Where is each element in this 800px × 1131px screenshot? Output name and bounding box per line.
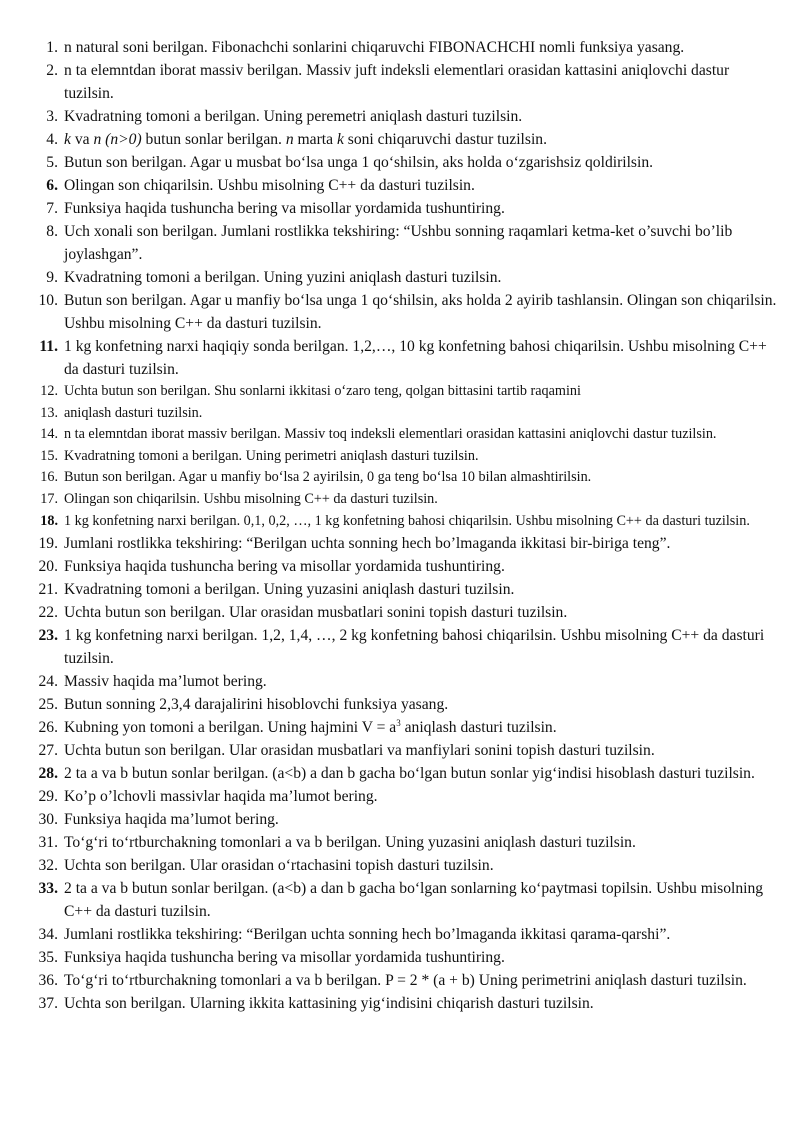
item-number: 6. (46, 177, 58, 194)
item-number: 2. (46, 62, 58, 79)
item-text: 1 kg konfetning narxi berilgan. 1,2, 1,4, …, 2 kg konfetning bahosi chiqarilsin. Ushbu misolning C++ da dasturi tuzilsin. (64, 627, 765, 668)
item-number: 32. (38, 857, 58, 875)
list-item (36, 36, 780, 59)
item-number: 37. (38, 995, 58, 1013)
item-number: 36. (38, 972, 58, 990)
list-item (36, 923, 780, 946)
item-text: 2 ta a va b butun sonlar berilgan. (a<b) a dan b gacha bo‘lgan butun sonlar yig‘indisi hisoblash dasturi tuzilsin. (64, 765, 755, 783)
item-number: 24. (38, 673, 58, 691)
item-text: Butun son berilgan. Agar u musbat bo‘lsa unga 1 qo‘shilsin, aks holda o‘zgarishsiz qoldirilsin. (64, 154, 654, 171)
item-text: Uch xonali son berilgan. Jumlani rostlikka tekshiring: “Ushbu sonning raqamlari ketma-ket o’suvchi bo’lib joylashgan”. (64, 223, 733, 263)
list-item (36, 174, 780, 197)
item-text: Jumlani rostlikka tekshiring: “Berilgan uchta sonning hech bo’lmaganda ikkitasi bir-biriga teng”. (64, 535, 671, 553)
item-number: 4. (46, 131, 58, 148)
list-item (36, 467, 780, 489)
item-number: 16. (40, 469, 58, 486)
item-number: 14. (40, 426, 58, 443)
item-text: Butun son berilgan. Agar u manfiy bo‘lsa unga 1 qo‘shilsin, aks holda 2 ayirib tashlansin. Olingan son chiqarilsin. Ushbu misolning C++ da dasturi tuzilsin. (64, 292, 777, 332)
item-text: k va n (n>0) butun sonlar berilgan. n marta k soni chiqaruvchi dastur tuzilsin. (64, 131, 547, 148)
item-text: Uchta son berilgan. Ular orasidan o‘rtachasini topish dasturi tuzilsin. (64, 857, 494, 875)
item-number: 8. (46, 223, 58, 240)
item-number: 29. (38, 788, 58, 806)
item-number: 26. (38, 719, 58, 737)
list-item (36, 289, 780, 335)
item-number: 30. (38, 811, 58, 829)
list-item (36, 446, 780, 468)
list-item (36, 151, 780, 174)
list-item (36, 831, 780, 854)
list-item (36, 197, 780, 220)
item-number: 31. (38, 834, 58, 852)
list-item (36, 532, 780, 555)
list-item (36, 877, 780, 923)
item-number: 1. (46, 39, 58, 56)
list-item (36, 424, 780, 446)
item-text: Jumlani rostlikka tekshiring: “Berilgan uchta sonning hech bo’lmaganda ikkitasi qarama-qarshi”. (64, 926, 671, 944)
list-item (36, 624, 780, 670)
item-number: 20. (38, 558, 58, 576)
item-number: 35. (38, 949, 58, 967)
list-item (36, 992, 780, 1015)
item-text: To‘g‘ri to‘rtburchakning tomonlari a va b berilgan. Uning yuzasini aniqlash dasturi tuzilsin. (64, 834, 636, 852)
item-text: 1 kg konfetning narxi berilgan. 0,1, 0,2, …, 1 kg konfetning bahosi chiqarilsin. Ushbu misolning C++ da dasturi tuzilsin. (64, 512, 750, 529)
item-text: To‘g‘ri to‘rtburchakning tomonlari a va b berilgan. P = 2 * (a + b) Uning perimetrini aniqlash dasturi tuzilsin. (64, 972, 747, 990)
list-item (36, 220, 780, 266)
item-text: Butun sonning 2,3,4 darajalirini hisoblovchi funksiya yasang. (64, 696, 449, 714)
item-number: 13. (40, 404, 58, 421)
list-item (36, 946, 780, 969)
item-text: Uchta son berilgan. Ularning ikkita kattasining yig‘indisini chiqarish dasturi tuzilsin. (64, 995, 594, 1013)
item-text: aniqlash dasturi tuzilsin. (64, 404, 203, 421)
list-item (36, 854, 780, 877)
item-text: Uchta butun son berilgan. Shu sonlarni ikkitasi o‘zaro teng, qolgan bittasini tartib raqamini (64, 383, 581, 399)
item-text: Funksiya haqida tushuncha bering va misollar yordamida tushuntiring. (64, 200, 505, 217)
item-number: 28. (38, 765, 58, 783)
item-text: Funksiya haqida ma’lumot bering. (64, 811, 279, 829)
item-number: 34. (38, 926, 58, 944)
list-item (36, 266, 780, 289)
item-text: n ta elemntdan iborat massiv berilgan. Massiv toq indeksli elementlari orasidan kattasini aniqlovchi dastur tuzilsin. (64, 426, 717, 443)
item-text: Olingan son chiqarilsin. Ushbu misolning C++ da dasturi tuzilsin. (64, 490, 438, 507)
item-text: 1 kg konfetning narxi haqiqiy sonda berilgan. 1,2,…, 10 kg konfetning bahosi chiqarilsin. Ushbu misolning C++ da dasturi tuzilsin. (64, 338, 767, 378)
list-item (36, 808, 780, 831)
item-text: Olingan son chiqarilsin. Ushbu misolning C++ da dasturi tuzilsin. (64, 177, 475, 194)
item-number: 3. (46, 108, 58, 125)
item-text: 2 ta a va b butun sonlar berilgan. (a<b) a dan b gacha bo‘lgan sonlarning ko‘paytmasi topilsin. Ushbu misolning C++ da dasturi tuzilsin. (64, 880, 764, 921)
item-number: 33. (38, 880, 58, 898)
list-item (36, 335, 780, 381)
list-item (36, 511, 780, 533)
item-text: Funksiya haqida tushuncha bering va misollar yordamida tushuntiring. (64, 949, 505, 967)
item-text: Ko’p o’lchovli massivlar haqida ma’lumot bering. (64, 788, 378, 806)
list-item (36, 578, 780, 601)
item-number: 19. (38, 535, 58, 553)
list-item (36, 403, 780, 425)
item-number: 10. (38, 292, 58, 309)
item-number: 12. (40, 383, 58, 399)
list-item (36, 785, 780, 808)
item-number: 7. (46, 200, 58, 217)
item-number: 9. (46, 269, 58, 286)
list-item (36, 670, 780, 693)
list-item (36, 555, 780, 578)
list-item (36, 716, 780, 739)
item-text: n ta elemntdan iborat massiv berilgan. Massiv juft indeksli elementlari orasidan kattasini aniqlovchi dastur tuzilsin. (64, 62, 730, 102)
list-item (36, 105, 780, 128)
item-text: Kvadratning tomoni a berilgan. Uning peremetri aniqlash dasturi tuzilsin. (64, 108, 523, 125)
item-text: Uchta butun son berilgan. Ular orasidan musbatlari va manfiylari sonini topish dasturi tuzilsin. (64, 742, 655, 760)
list-item (36, 489, 780, 511)
list-item (36, 762, 780, 785)
item-number: 17. (40, 490, 58, 507)
item-number: 25. (38, 696, 58, 714)
item-number: 11. (39, 338, 58, 355)
item-text: Kvadratning tomoni a berilgan. Uning yuzasini aniqlash dasturi tuzilsin. (64, 581, 515, 599)
item-text: Massiv haqida ma’lumot bering. (64, 673, 267, 691)
list-item (36, 59, 780, 105)
item-text: Funksiya haqida tushuncha bering va misollar yordamida tushuntiring. (64, 558, 505, 576)
item-text: Kvadratning tomoni a berilgan. Uning perimetri aniqlash dasturi tuzilsin. (64, 447, 479, 464)
list-item (36, 969, 780, 992)
list-item (36, 381, 780, 403)
list-item (36, 739, 780, 762)
item-number: 23. (38, 627, 58, 645)
list-item (36, 693, 780, 716)
item-text: Kubning yon tomoni a berilgan. Uning hajmini $V = a^3$ aniqlash dasturi tuzilsin. (64, 717, 557, 737)
item-number: 18. (40, 512, 58, 529)
list-item (36, 601, 780, 624)
item-number: 27. (38, 742, 58, 760)
item-number: 5. (46, 154, 58, 171)
item-text: Uchta butun son berilgan. Ular orasidan musbatlari sonini topish dasturi tuzilsin. (64, 604, 568, 622)
item-number: 21. (38, 581, 58, 599)
item-text: n natural soni berilgan. Fibonachchi sonlarini chiqaruvchi FIBONACHCHI nomli funksiya yasang. (64, 39, 685, 56)
item-text: Butun son berilgan. Agar u manfiy bo‘lsa 2 ayirilsin, 0 ga teng bo‘lsa 10 bilan almashtirilsin. (64, 469, 592, 486)
item-number: 22. (38, 604, 58, 622)
item-text: Kvadratning tomoni a berilgan. Uning yuzini aniqlash dasturi tuzilsin. (64, 269, 502, 286)
list-item (36, 128, 780, 151)
item-number: 15. (40, 447, 58, 464)
